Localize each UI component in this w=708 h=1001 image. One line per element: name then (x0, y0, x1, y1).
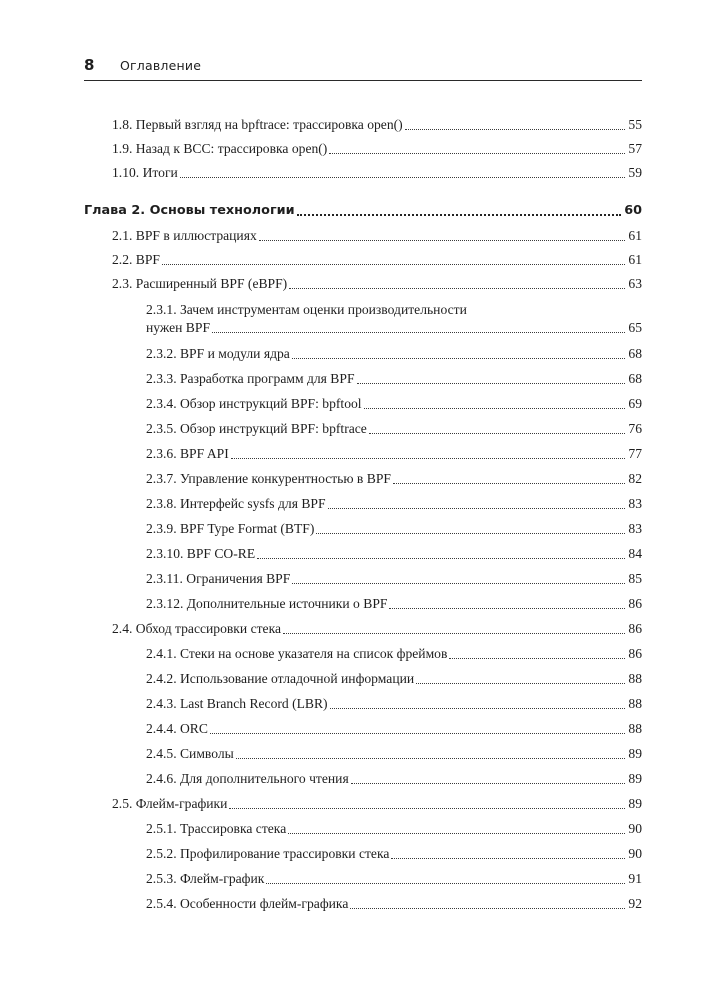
toc-entry-label: 2.4.3. Last Branch Record (LBR) (146, 696, 328, 711)
dot-leader (357, 383, 626, 384)
toc-entry[interactable] (112, 274, 642, 294)
toc-entry-page: 86 (628, 621, 642, 636)
toc-entry[interactable] (112, 619, 642, 639)
page-number: 8 (84, 56, 95, 74)
toc-entry-label: 2.4.4. ORC (146, 721, 208, 736)
toc-entry-label: 2.5.3. Флейм-график (146, 871, 265, 886)
toc-entry-label: 2.3.9. BPF Type Format (BTF) (146, 521, 315, 536)
toc-entry-page: 89 (628, 746, 642, 761)
toc-entry[interactable] (146, 344, 642, 364)
toc-entry-page: 86 (628, 596, 642, 611)
dot-leader (389, 608, 625, 609)
toc-entry-page: 89 (628, 796, 642, 811)
dot-leader (259, 240, 626, 241)
dot-leader (329, 153, 625, 154)
dot-leader (350, 908, 625, 909)
toc-entry-label: 2.5. Флейм-графики (112, 796, 228, 811)
toc-entry-label: 2.3.12. Дополнительные источники о BPF (146, 596, 388, 611)
toc-entry[interactable] (112, 139, 642, 159)
toc-entry-label: 2.3. Расширенный BPF (eBPF) (112, 276, 288, 291)
toc-entry[interactable] (146, 869, 642, 889)
toc-entry-page: 61 (628, 252, 642, 267)
toc-entry-page: 68 (628, 346, 642, 361)
toc-entry-page: 57 (628, 141, 642, 156)
dot-leader (393, 483, 625, 484)
toc-entry[interactable] (146, 569, 642, 589)
dot-leader (364, 408, 626, 409)
dot-leader (292, 358, 626, 359)
toc-entry-page: 59 (628, 165, 642, 180)
running-title: Оглавление (120, 58, 202, 73)
toc-entry[interactable] (146, 469, 642, 489)
dot-leader (236, 758, 626, 759)
toc-entry-label-line2: нужен BPF (146, 320, 210, 335)
dot-leader (162, 264, 625, 265)
dot-leader (391, 858, 625, 859)
toc-entry-label: 2.5.1. Трассировка стека (146, 821, 287, 836)
dot-leader (330, 708, 626, 709)
toc-entry-label: 2.5.4. Особенности флейм-графика (146, 896, 349, 911)
toc-entry[interactable] (112, 163, 642, 183)
toc-entry[interactable] (112, 794, 642, 814)
toc-entry-label: 2.3.8. Интерфейс sysfs для BPF (146, 496, 326, 511)
dot-leader (292, 583, 625, 584)
toc-entry[interactable] (146, 494, 642, 514)
dot-leader (416, 683, 625, 684)
toc-chapter-page: 60 (624, 203, 642, 218)
toc-entry-page: 85 (628, 571, 642, 586)
toc-entry[interactable] (146, 694, 642, 714)
dot-leader (449, 658, 625, 659)
toc-entry-page: 91 (628, 871, 642, 886)
toc-entry-label: 1.9. Назад к BCC: трассировка open() (112, 141, 328, 156)
toc-entry[interactable] (146, 744, 642, 764)
toc-entry-label: 2.3.11. Ограничения BPF (146, 571, 291, 586)
page-header (84, 54, 642, 81)
toc-entry-label: 2.4.2. Использование отладочной информации (146, 671, 415, 686)
dot-leader (351, 783, 626, 784)
toc-entry[interactable] (112, 226, 642, 246)
toc-entry-page: 90 (628, 821, 642, 836)
dot-leader (229, 808, 625, 809)
toc-entry[interactable] (146, 444, 642, 464)
toc-entry[interactable] (146, 894, 642, 914)
dot-leader (369, 433, 626, 434)
toc-entry-page: 55 (628, 117, 642, 132)
dot-leader (288, 833, 625, 834)
toc-entry-page: 88 (628, 721, 642, 736)
toc-entry[interactable] (146, 644, 642, 664)
toc-entry[interactable] (112, 115, 642, 135)
dot-leader (289, 288, 625, 289)
toc-entry-label: 2.3.10. BPF CO-RE (146, 546, 256, 561)
toc-entry-label: 2.4.1. Стеки на основе указателя на список фреймов (146, 646, 448, 661)
toc-entry-page: 89 (628, 771, 642, 786)
dot-leader (212, 332, 625, 333)
toc-entry-label: 2.3.4. Обзор инструкций BPF: bpftool (146, 396, 362, 411)
dot-leader (180, 177, 626, 178)
toc-entry[interactable] (146, 544, 642, 564)
toc-chapter-label: Глава 2. Основы технологии (84, 203, 295, 218)
toc-entry-label: 2.3.5. Обзор инструкций BPF: bpftrace (146, 421, 367, 436)
toc-entry[interactable] (146, 519, 642, 539)
toc-entry-label: 2.4.6. Для дополнительного чтения (146, 771, 349, 786)
toc-entry-page: 88 (628, 696, 642, 711)
toc-entry-page: 82 (628, 471, 642, 486)
dot-leader (328, 508, 626, 509)
toc-entry[interactable] (146, 719, 642, 739)
toc-entry-page: 86 (628, 646, 642, 661)
toc-entry-label: 2.3.2. BPF и модули ядра (146, 346, 290, 361)
toc-entry-label: 2.3.7. Управление конкурентностью в BPF (146, 471, 391, 486)
toc-entry[interactable] (146, 594, 642, 614)
toc-entry[interactable] (146, 769, 642, 789)
toc-entry-page: 76 (628, 421, 642, 436)
toc-entry-page: 92 (628, 896, 642, 911)
toc-entry-label: 1.8. Первый взгляд на bpftrace: трассировка open() (112, 117, 403, 132)
dot-leader (405, 129, 626, 130)
toc-chapter-entry[interactable] (84, 201, 642, 221)
toc-entry-page: 69 (628, 396, 642, 411)
toc-entry-label: 1.10. Итоги (112, 165, 178, 180)
dot-leader (316, 533, 625, 534)
toc-entry-label: 2.4.5. Символы (146, 746, 234, 761)
dot-leader (297, 214, 622, 216)
toc-entry[interactable] (146, 669, 642, 689)
toc-entry-page: 88 (628, 671, 642, 686)
toc-entry-page: 63 (628, 276, 642, 291)
dot-leader (266, 883, 625, 884)
toc-entry-label: 2.4. Обход трассировки стека (112, 621, 282, 636)
toc-entry[interactable] (146, 318, 642, 338)
dot-leader (283, 633, 625, 634)
toc-entry-label: 2.2. BPF (112, 252, 160, 267)
toc-entry[interactable] (146, 419, 642, 439)
toc-entry[interactable] (146, 819, 642, 839)
toc-entry-page: 83 (628, 496, 642, 511)
toc-entry-page: 90 (628, 846, 642, 861)
dot-leader (210, 733, 625, 734)
toc-entry[interactable] (146, 844, 642, 864)
toc-entry-label: 2.1. BPF в иллюстрациях (112, 228, 257, 243)
toc-entry-label: 2.5.2. Профилирование трассировки стека (146, 846, 390, 861)
dot-leader (231, 458, 626, 459)
toc-entry-page: 77 (628, 446, 642, 461)
toc-entry[interactable] (146, 394, 642, 414)
dot-leader (257, 558, 625, 559)
toc-entry-label: 2.3.3. Разработка программ для BPF (146, 371, 355, 386)
toc-entry-page: 68 (628, 371, 642, 386)
toc-entry-page: 84 (628, 546, 642, 561)
toc-entry-label-line1[interactable]: 2.3.1. Зачем инструментам оценки производительности (146, 302, 467, 317)
toc-entry[interactable] (146, 369, 642, 389)
toc-entry-page: 83 (628, 521, 642, 536)
toc-entry-page: 61 (628, 228, 642, 243)
toc-entry[interactable] (112, 250, 642, 270)
toc-entry-label: 2.3.6. BPF API (146, 446, 229, 461)
toc-entry-page: 65 (628, 320, 642, 335)
